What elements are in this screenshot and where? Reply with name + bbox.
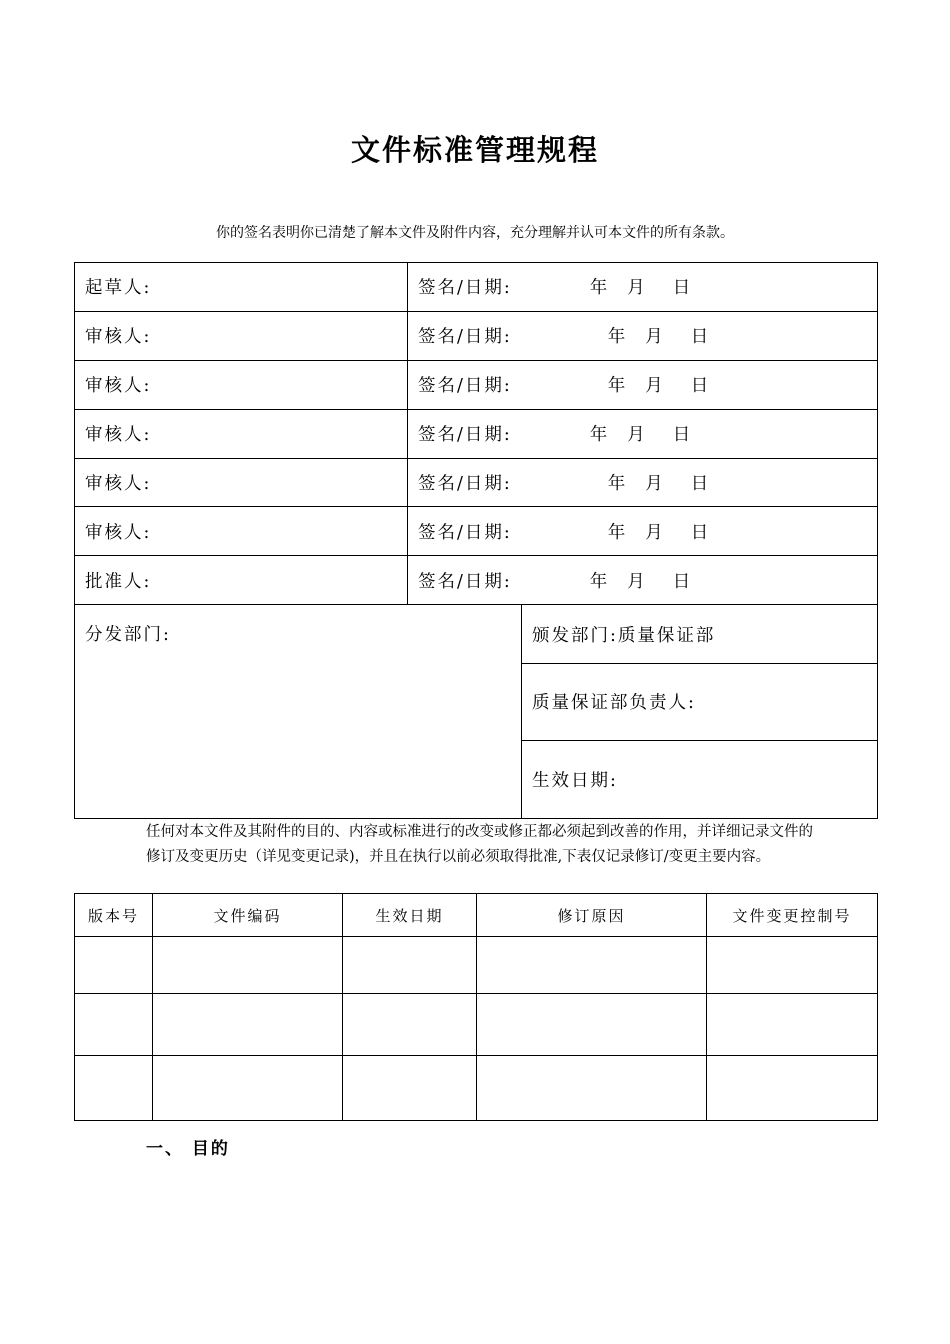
signature-row — [75, 458, 878, 507]
revision-header-row — [75, 894, 878, 937]
signature-row — [75, 311, 878, 360]
month-label: 月 — [627, 278, 647, 299]
table-cell[interactable] — [477, 994, 707, 1056]
table-row — [75, 937, 878, 994]
role-label: 批准人: — [75, 556, 408, 605]
col-header-doc-code: 文件编码 — [153, 894, 343, 937]
table-cell[interactable] — [477, 937, 707, 994]
month-label: 月 — [627, 571, 647, 592]
day-label: 日 — [672, 425, 693, 446]
table-cell[interactable] — [75, 994, 153, 1056]
distribution-dept-label: 分发部门: — [85, 625, 171, 646]
day-label: 日 — [690, 522, 711, 543]
day-label: 日 — [672, 571, 693, 592]
page-title: 文件标准管理规程 — [350, 133, 599, 167]
table-cell[interactable] — [343, 994, 477, 1056]
table-cell[interactable] — [153, 937, 343, 994]
role-label: 审核人: — [75, 409, 408, 458]
sign-date-label: 签名/日期: — [418, 571, 512, 592]
sign-date-label: 签名/日期: — [418, 425, 512, 446]
year-label: 年 — [589, 278, 610, 299]
month-label: 月 — [627, 425, 647, 446]
table-cell[interactable] — [707, 937, 878, 994]
table-cell[interactable] — [477, 1056, 707, 1121]
distribution-dept-cell[interactable] — [75, 605, 522, 819]
col-header-change-control-no: 文件变更控制号 — [707, 894, 878, 937]
sign-date-label: 签名/日期: — [418, 522, 512, 543]
signature-row — [75, 409, 878, 458]
year-label: 年 — [607, 327, 628, 348]
table-row — [75, 1056, 878, 1121]
signature-row — [75, 507, 878, 556]
year-label: 年 — [607, 522, 628, 543]
year-label: 年 — [589, 571, 610, 592]
qa-head-cell[interactable]: 质量保证部负责人: — [522, 664, 878, 740]
sign-date-cell[interactable] — [408, 409, 878, 458]
section-heading-purpose: 一、 目的 — [146, 1139, 230, 1159]
table-cell[interactable] — [153, 994, 343, 1056]
month-label: 月 — [645, 376, 665, 397]
sign-date-label: 签名/日期: — [418, 376, 512, 397]
sign-date-label: 签名/日期: — [418, 327, 512, 348]
col-header-reason: 修订原因 — [477, 894, 707, 937]
signature-statement: 你的签名表明你已清楚了解本文件及附件内容，充分理解并认可本文件的所有条款。 — [216, 225, 734, 241]
role-label: 审核人: — [75, 311, 408, 360]
col-header-version: 版本号 — [75, 894, 153, 937]
day-label: 日 — [690, 327, 711, 348]
signature-row — [75, 263, 878, 312]
table-cell[interactable] — [343, 937, 477, 994]
sign-date-cell[interactable] — [408, 507, 878, 556]
table-cell[interactable] — [707, 994, 878, 1056]
year-label: 年 — [607, 376, 628, 397]
revision-note: 任何对本文件及其附件的目的、内容或标准进行的改变或修正都必须起到改善的作用，并详细记录文件的修订及变更历史（详见变更记录)，并且在执行以前必须取得批准,下表仅记录修订/变更主要内容。 — [146, 824, 813, 865]
year-label: 年 — [607, 473, 628, 494]
table-cell[interactable] — [75, 1056, 153, 1121]
role-label: 审核人: — [75, 458, 408, 507]
table-row — [75, 994, 878, 1056]
sign-date-cell[interactable] — [408, 458, 878, 507]
year-label: 年 — [589, 425, 610, 446]
month-label: 月 — [645, 473, 665, 494]
sign-date-cell[interactable] — [408, 360, 878, 409]
sign-date-label: 签名/日期: — [418, 473, 512, 494]
day-label: 日 — [690, 473, 711, 494]
day-label: 日 — [672, 278, 693, 299]
month-label: 月 — [645, 327, 665, 348]
signature-row — [75, 360, 878, 409]
table-cell[interactable] — [707, 1056, 878, 1121]
effective-date-cell[interactable]: 生效日期: — [522, 740, 878, 818]
signature-table — [74, 262, 878, 819]
role-label: 审核人: — [75, 507, 408, 556]
issue-dept-cell: 颁发部门:质量保证部 — [522, 605, 878, 664]
table-cell[interactable] — [343, 1056, 477, 1121]
role-label: 起草人: — [75, 263, 408, 312]
table-cell[interactable] — [75, 937, 153, 994]
table-cell[interactable] — [153, 1056, 343, 1121]
sign-date-cell[interactable] — [408, 311, 878, 360]
signature-row — [75, 556, 878, 605]
revision-table — [74, 893, 878, 1121]
month-label: 月 — [645, 522, 665, 543]
day-label: 日 — [690, 376, 711, 397]
sign-date-label: 签名/日期: — [418, 278, 512, 299]
col-header-effective-date: 生效日期 — [343, 894, 477, 937]
sign-date-cell[interactable] — [408, 263, 878, 312]
role-label: 审核人: — [75, 360, 408, 409]
sign-date-cell[interactable] — [408, 556, 878, 605]
